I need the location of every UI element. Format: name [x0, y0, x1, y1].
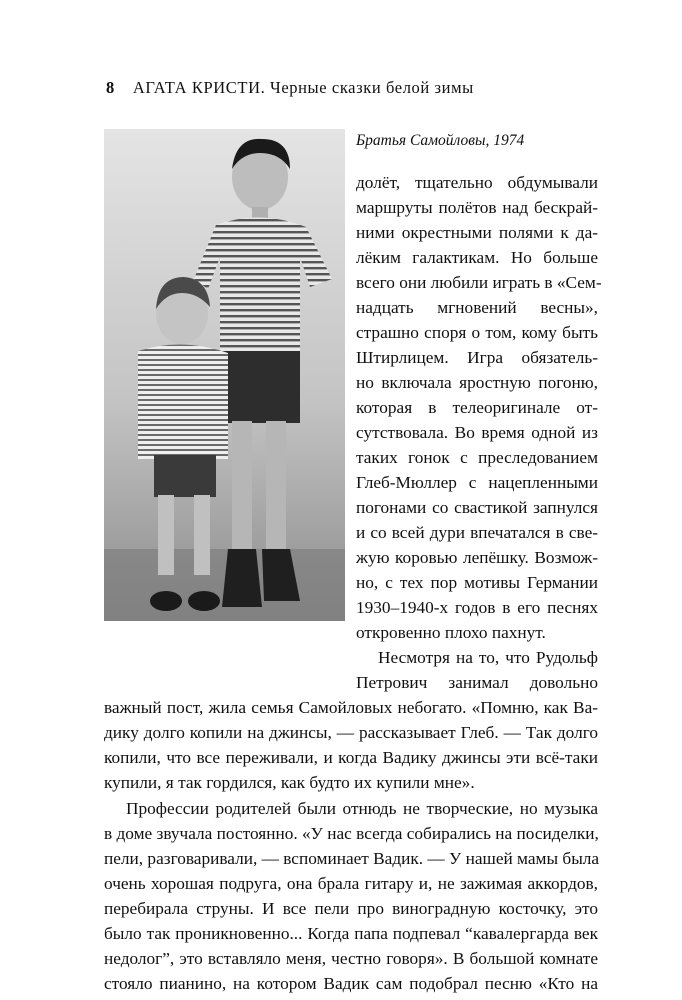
text-line: купили, я так гордился, как будто их купили мне».: [104, 773, 475, 792]
text-line: Петрович занимал довольно: [356, 673, 598, 692]
text-line: но включала яростную погоню,: [356, 373, 598, 392]
page-number: 8: [106, 78, 115, 97]
text-line: страшно споря о том, кому быть: [356, 323, 598, 342]
text-line: Штирлицем. Игра обязатель-: [356, 348, 598, 367]
text-line: в доме звучала постоянно. «У нас всегда собирались на посиделки,: [104, 824, 599, 843]
text-line: откровенно плохо пахнут.: [356, 623, 546, 642]
text-line: Несмотря на то, что Рудольф: [378, 648, 598, 667]
text-line: дику долго копили на джинсы, — рассказывает Глеб. — Так долго: [104, 723, 598, 742]
photo-brothers: [104, 129, 345, 621]
text-line: копили, что все переживали, и когда Вадику джинсы эти всё-таки: [104, 748, 598, 767]
text-line: 1930–1940-х годов в его песнях: [356, 598, 598, 617]
text-line: перебирала струны. И все пели про виноградную косточку, это: [104, 899, 598, 918]
text-line: всего они любили играть в «Сем-: [356, 273, 602, 292]
text-line: которая в телеоригинале от-: [356, 398, 598, 417]
text-line: лёким галактикам. Но больше: [356, 248, 598, 267]
text-line: жую коровью лепёшку. Возмож-: [356, 548, 598, 567]
text-line: надцать мгновений весны»,: [356, 298, 598, 317]
text-line: пели, разговаривали, — вспоминает Вадик. — У нашей мамы была: [104, 849, 600, 868]
text-line: Глеб-Мюллер с нацепленными: [356, 473, 598, 492]
text-line: ними окрестными полями к да-: [356, 223, 598, 242]
photo-caption: Братья Самойловы, 1974: [356, 132, 525, 149]
text-line: было так проникновенно... Когда папа подпевал “кавалергарда век: [104, 924, 598, 943]
text-line: очень хорошая подруга, она брала гитару и, не зажимая аккордов,: [104, 874, 598, 893]
text-line: Профессии родителей были отнюдь не творческие, но музыка: [126, 799, 598, 818]
text-line: сутствовала. Во время одной из: [356, 423, 598, 442]
text-line: недолог”, это вставляло меня, честно говоря». В большой комнате: [104, 949, 598, 968]
text-line: стояло пианино, на котором Вадик сам подобрал песню «Кто на: [104, 974, 598, 993]
running-header: [106, 78, 606, 98]
running-title: АГАТА КРИСТИ. Черные сказки белой зимы: [132, 78, 474, 97]
text-line: погонами со свастикой запнулся: [356, 498, 598, 517]
text-line: но, с тех пор мотивы Германии: [356, 573, 598, 592]
text-line: и со всей дури впечатался в све-: [356, 523, 598, 542]
text-line: важный пост, жила семья Самойловых небогато. «Помню, как Ва-: [104, 698, 598, 717]
text-line: долёт, тщательно обдумывали: [356, 173, 598, 192]
text-line: таких гонок с преследованием: [356, 448, 598, 467]
text-line: маршруты полётов над бескрай-: [356, 198, 598, 217]
